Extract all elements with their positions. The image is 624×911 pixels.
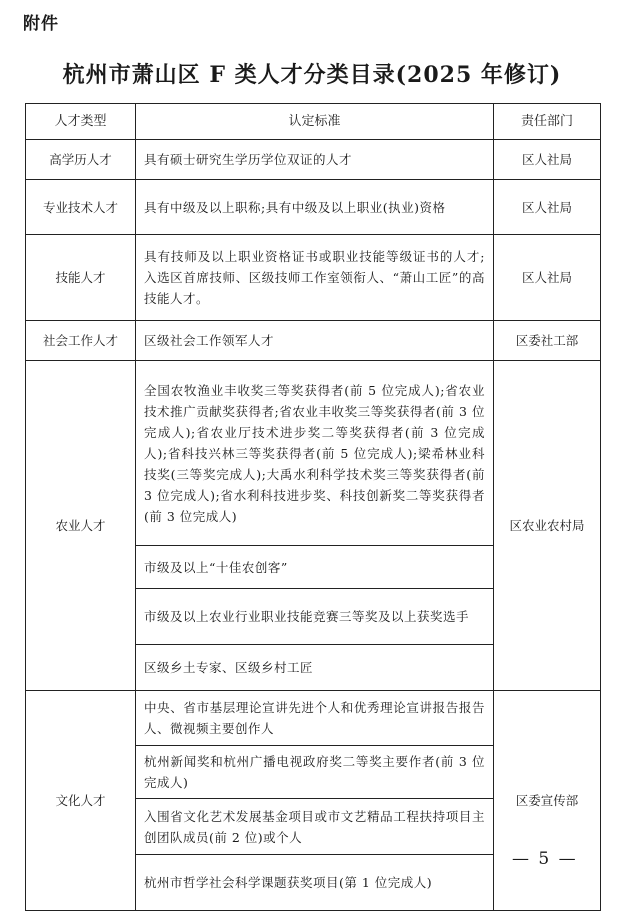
standard-cell: 中央、省市基层理论宣讲先进个人和优秀理论宣讲报告报告人、微视频主要创作人 — [136, 691, 494, 746]
standard-cell: 具有技师及以上职业资格证书或职业技能等级证书的人才;入选区首席技师、区级技师工作室领衔人、“萧山工匠”的高技能人才。 — [136, 235, 494, 321]
table-row — [26, 140, 601, 180]
dept-cell: 区人社局 — [494, 140, 601, 180]
dept-cell: 区人社局 — [494, 180, 601, 235]
standard-cell: 市级及以上农业行业职业技能竞赛三等奖及以上获奖选手 — [136, 589, 494, 645]
dept-cell: 区农业农村局 — [494, 361, 601, 691]
standard-cell: 杭州市哲学社会科学课题获奖项目(第 1 位完成人) — [136, 855, 494, 911]
column-header-standard: 认定标准 — [136, 104, 494, 140]
dept-cell: 区委社工部 — [494, 321, 601, 361]
dept-cell: 区人社局 — [494, 235, 601, 321]
standard-cell: 全国农牧渔业丰收奖三等奖获得者(前 5 位完成人);省农业技术推广贡献奖获得者;省农业丰收奖三等奖获得者(前 3 位完成人);省农业厅技术进步奖二等奖获得者(前 3 位完成人);省科技兴林三等奖获得者(前 5 位完成人);梁希林业科技奖(三等奖完成人);大禹水利科学技术奖三等奖获得者(前 3 位完成人);省水利科技进步奖、科技创新奖二等奖获得者(前 3 位完成人) — [136, 361, 494, 546]
talent-type-cell: 社会工作人才 — [26, 321, 136, 361]
talent-type-cell: 农业人才 — [26, 361, 136, 691]
talent-type-cell: 文化人才 — [26, 691, 136, 911]
standard-cell: 具有中级及以上职称;具有中级及以上职业(执业)资格 — [136, 180, 494, 235]
table-row — [26, 361, 601, 546]
dept-cell: 区委宣传部 — [494, 691, 601, 911]
table-row — [26, 691, 601, 746]
page-number: — 5 — — [512, 849, 578, 869]
talent-catalog-table — [25, 103, 601, 911]
standard-cell: 具有硕士研究生学历学位双证的人才 — [136, 140, 494, 180]
standard-cell: 入围省文化艺术发展基金项目或市文艺精品工程扶持项目主创团队成员(前 2 位)或个人 — [136, 799, 494, 855]
talent-type-cell: 技能人才 — [26, 235, 136, 321]
standard-cell: 杭州新闻奖和杭州广播电视政府奖二等奖主要作者(前 3 位完成人) — [136, 746, 494, 799]
standard-cell: 区级乡土专家、区级乡村工匠 — [136, 645, 494, 691]
standard-cell: 市级及以上“十佳农创客” — [136, 546, 494, 589]
talent-type-cell: 高学历人才 — [26, 140, 136, 180]
table-header-row — [26, 104, 601, 140]
standard-cell: 区级社会工作领军人才 — [136, 321, 494, 361]
table-row — [26, 235, 601, 321]
document-title: 杭州市萧山区 F 类人才分类目录(2025 年修订) — [62, 62, 562, 88]
column-header-dept: 责任部门 — [494, 104, 601, 140]
attachment-label: 附件 — [23, 14, 59, 34]
table-row — [26, 321, 601, 361]
column-header-type: 人才类型 — [26, 104, 136, 140]
table-row — [26, 180, 601, 235]
talent-type-cell: 专业技术人才 — [26, 180, 136, 235]
